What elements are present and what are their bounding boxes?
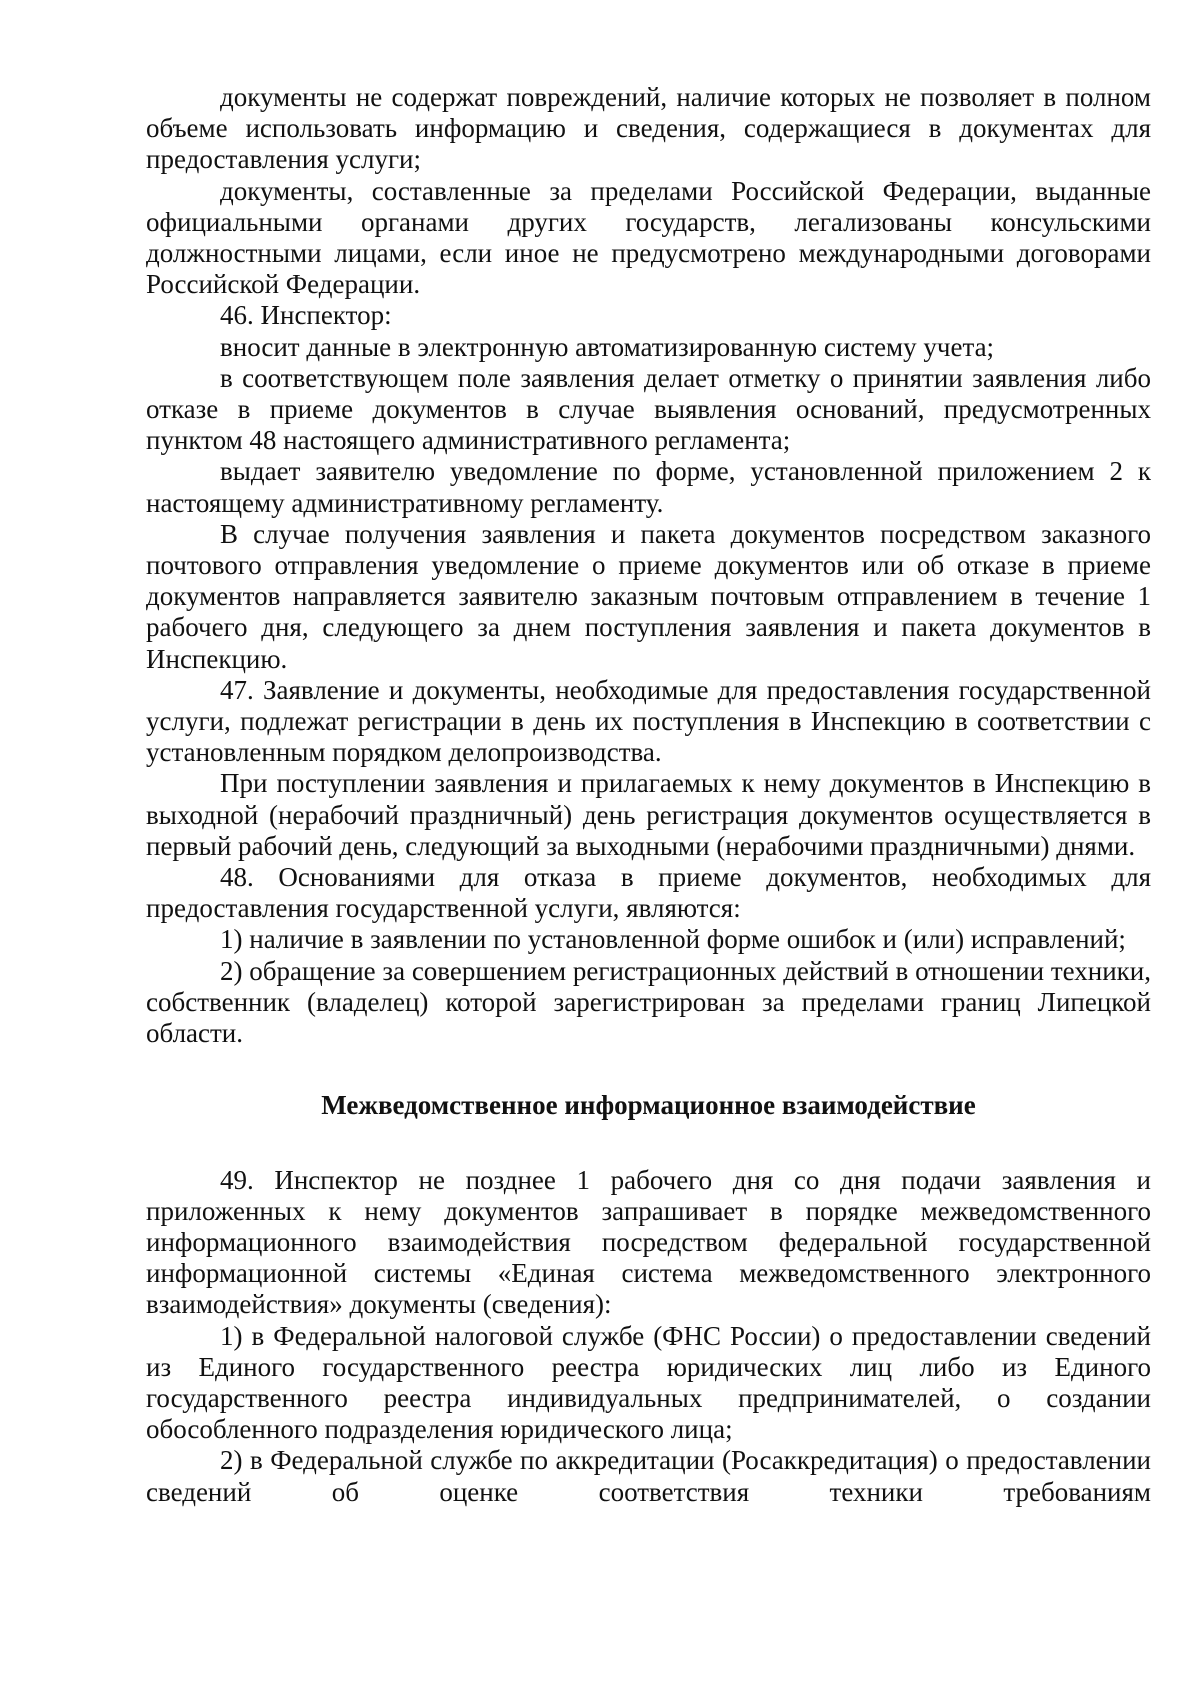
paragraph-46-inspector: 46. Инспектор:	[220, 300, 392, 331]
paragraph-enters-data: вносит данные в электронную автоматизированную систему учета;	[220, 331, 995, 362]
paragraph-49-interagency-request: 49. Инспектор не позднее 1 рабочего дня со дня подачи заявления и приложенных к нему документов запрашивает в порядке межведомственного информационного взаимодействия посредством федеральной государственной информационной системы «Единая система межведомственного электронного взаимодействия» документы (сведения):	[146, 1164, 1151, 1320]
paragraph-47-registration: 47. Заявление и документы, необходимые для предоставления государственной услуги, подлежат регистрации в день их поступления в Инспекцию в соответствии с установленным порядком делопроизводства.	[146, 674, 1151, 768]
paragraph-postal-receipt: В случае получения заявления и пакета документов посредством заказного почтового отправления уведомление о приеме документов или об отказе в приеме документов направляется заявителю заказным почтовым отправлением в течение 1 рабочего дня, следующего за днем поступления заявления и пакета документов в Инспекцию.	[146, 518, 1151, 674]
paragraph-documents-undamaged: документы не содержат повреждений, наличие которых не позволяет в полном объеме использовать информацию и сведения, содержащиеся в документах для предоставления услуги;	[146, 82, 1151, 175]
paragraph-issues-notice: выдает заявителю уведомление по форме, установленной приложением 2 к настоящему административному регламенту.	[146, 456, 1151, 518]
paragraph-holiday-registration: При поступлении заявления и прилагаемых к нему документов в Инспекцию в выходной (нерабочий праздничный) день регистрация документов осуществляется в первый рабочий день, следующий за выходными (нерабочими праздничными) днями.	[146, 768, 1151, 861]
paragraph-foreign-documents: документы, составленные за пределами Российской Федерации, выданные официальными органами других государств, легализованы консульскими должностными лицами, если иное не предусмотрено международными договорами Российской Федерации.	[146, 175, 1151, 300]
paragraph-refusal-item-1: 1) наличие в заявлении по установленной форме ошибок и (или) исправлений;	[220, 924, 1126, 955]
paragraph-48-refusal-grounds: 48. Основаниями для отказа в приеме документов, необходимых для предоставления государственной услуги, являются:	[146, 862, 1151, 924]
paragraph-request-item-1-fns: 1) в Федеральной налоговой службе (ФНС России) о предоставлении сведений из Единого государственного реестра юридических лиц либо из Единого государственного реестра индивидуальных предпринимателей, о создании обособленного подразделения юридического лица;	[146, 1320, 1151, 1445]
paragraph-refusal-item-2: 2) обращение за совершением регистрационных действий в отношении техники, собственник (владелец) которой зарегистрирован за пределами границ Липецкой области.	[146, 955, 1151, 1049]
document-body	[146, 82, 1151, 1508]
paragraph-marks-application: в соответствующем поле заявления делает отметку о принятии заявления либо отказе в приеме документов в случае выявления оснований, предусмотренных пунктом 48 настоящего административного регламента;	[146, 362, 1151, 456]
section-heading: Межведомственное информационное взаимодействие	[321, 1090, 976, 1121]
paragraph-request-item-2-rosaccreditation: 2) в Федеральной службе по аккредитации (Росаккредитация) о предоставлении сведений об оценке соответствия техники требованиям	[146, 1445, 1151, 1507]
